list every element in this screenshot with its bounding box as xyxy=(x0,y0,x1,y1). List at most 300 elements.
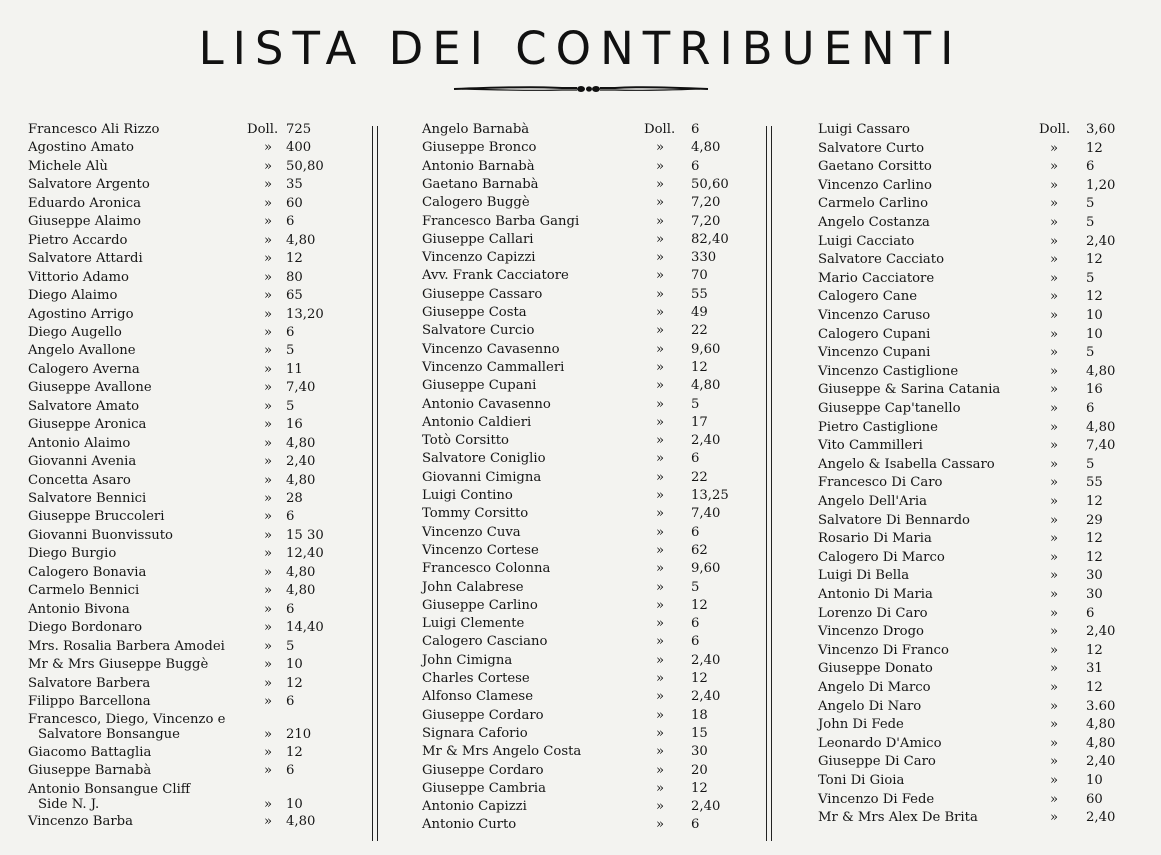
contribution-amount: 6 xyxy=(691,158,700,174)
ditto-mark: » xyxy=(656,451,665,467)
contribution-amount: 12 xyxy=(691,597,708,613)
contributor-name: Vincenzo Caruso xyxy=(818,308,931,323)
contribution-amount: 7,40 xyxy=(1086,438,1116,454)
ditto-mark: » xyxy=(1050,791,1059,807)
contribution-amount: 5 xyxy=(286,638,295,654)
contribution-amount: 400 xyxy=(286,140,312,156)
ditto-mark: » xyxy=(1050,624,1059,640)
contribution-amount: 3,60 xyxy=(1086,122,1116,137)
ditto-mark: » xyxy=(656,433,665,449)
contributor-name: John Cimigna xyxy=(422,652,513,668)
contributor-name: Giuseppe Cordaro xyxy=(422,707,544,723)
contributor-name: Salvatore Argento xyxy=(28,177,150,193)
contribution-amount: 13,25 xyxy=(691,488,729,503)
contributor-name: Alfonso Clamese xyxy=(422,689,534,705)
ditto-mark: » xyxy=(1050,140,1059,156)
contribution-amount: 1,20 xyxy=(1086,177,1116,193)
contributor-name: Calogero Buggè xyxy=(422,195,530,211)
ditto-mark: » xyxy=(656,250,665,266)
ditto-mark: » xyxy=(656,616,665,632)
contribution-amount: 4,80 xyxy=(286,232,316,248)
currency-label: Doll. xyxy=(247,122,279,137)
ditto-mark: » xyxy=(264,158,273,174)
contribution-amount: 12 xyxy=(1086,252,1103,268)
ditto-mark: » xyxy=(1050,363,1059,379)
ditto-mark: » xyxy=(1050,289,1059,305)
contributor-name: Leonardo D'Amico xyxy=(818,735,942,751)
ditto-mark: » xyxy=(656,579,665,595)
ditto-mark: » xyxy=(264,744,273,760)
contribution-amount: 2,40 xyxy=(691,689,721,705)
contributor-name: Giovanni Avenia xyxy=(28,454,137,470)
ditto-mark: » xyxy=(1050,549,1059,565)
contributor-name: Avv. Frank Cacciatore xyxy=(422,268,569,284)
contribution-amount: 6 xyxy=(691,616,700,632)
contribution-amount: 9,60 xyxy=(691,341,721,357)
ditto-mark: » xyxy=(264,527,273,543)
ditto-mark: » xyxy=(656,488,665,503)
contribution-amount: 4,80 xyxy=(1086,717,1116,733)
ditto-mark: » xyxy=(1050,587,1059,602)
contribution-amount: 4,80 xyxy=(1086,363,1116,379)
ditto-mark: » xyxy=(1050,252,1059,268)
ditto-mark: » xyxy=(1050,177,1059,193)
contribution-amount: 6 xyxy=(691,524,700,540)
ditto-mark: » xyxy=(656,725,665,741)
contributor-name: Agostino Arrigo xyxy=(28,306,134,322)
contribution-amount: 6 xyxy=(286,509,295,525)
ditto-mark: » xyxy=(656,268,665,284)
contribution-amount: 2,40 xyxy=(691,433,721,449)
contributor-name: Antonio Di Maria xyxy=(818,587,933,602)
contributor-name: Vincenzo Barba xyxy=(28,814,133,830)
contribution-amount: 725 xyxy=(286,122,312,137)
contributor-name: Francesco Di Caro xyxy=(818,475,943,491)
contributor-name: Eduardo Aronica xyxy=(28,195,142,211)
contribution-amount: 2,40 xyxy=(1086,624,1116,640)
contributor-name: Vincenzo Di Franco xyxy=(818,642,949,658)
contribution-amount: 2,40 xyxy=(691,652,721,668)
contribution-amount: 12 xyxy=(691,359,708,375)
contributor-name: Calogero Casciano xyxy=(422,634,548,650)
contributor-name: Vincenzo Di Fede xyxy=(818,791,935,807)
ditto-mark: » xyxy=(264,343,273,359)
contributor-name: Diego Alaimo xyxy=(28,288,118,304)
contribution-amount: 6 xyxy=(286,214,295,230)
contribution-amount: 4,80 xyxy=(286,564,316,580)
contribution-amount: 6 xyxy=(1086,159,1095,175)
ditto-mark: » xyxy=(656,140,665,156)
contribution-amount: 7,40 xyxy=(691,506,721,522)
contribution-amount: 5 xyxy=(1086,456,1095,472)
column-divider-2b xyxy=(771,126,772,841)
contributor-name: Luigi Clemente xyxy=(422,616,525,632)
contribution-amount: 210 xyxy=(286,727,312,743)
contributor-name: Calogero Di Marco xyxy=(818,549,945,565)
ditto-mark: » xyxy=(264,140,273,156)
ditto-mark: » xyxy=(656,561,665,577)
contribution-amount: 4,80 xyxy=(1086,735,1116,751)
ditto-mark: » xyxy=(1050,661,1059,677)
contributor-name: Francesco Ali Rizzo xyxy=(28,122,160,137)
contribution-amount: 2,40 xyxy=(286,454,316,470)
contributor-name: Giuseppe Cap'tanello xyxy=(818,401,961,416)
contributor-name: Gaetano Barnabà xyxy=(422,176,539,192)
contributor-name: Vincenzo Carlino xyxy=(818,177,932,193)
column-divider-2a xyxy=(766,126,767,841)
ditto-mark: » xyxy=(656,414,665,430)
contribution-amount: 60 xyxy=(1086,791,1103,807)
contributor-name: Agostino Amato xyxy=(28,140,134,156)
ditto-mark: » xyxy=(656,542,665,558)
ditto-mark: » xyxy=(656,689,665,705)
contributor-name: Giovanni Cimigna xyxy=(422,469,542,485)
contribution-amount: 15 30 xyxy=(286,527,324,543)
contributor-name: Angelo & Isabella Cassaro xyxy=(818,456,995,472)
contributor-name: Calogero Bonavia xyxy=(28,564,147,580)
contributor-name: Giuseppe Callari xyxy=(422,231,534,247)
contribution-amount: 50,80 xyxy=(286,158,324,174)
contributor-name: Totò Corsitto xyxy=(422,433,509,449)
ditto-mark: » xyxy=(656,744,665,760)
contribution-amount: 11 xyxy=(286,361,303,377)
contribution-amount: 30 xyxy=(1086,568,1103,584)
ditto-mark: » xyxy=(264,417,273,433)
contribution-amount: 9,60 xyxy=(691,561,721,577)
contributor-name: Luigi Contino xyxy=(422,488,513,503)
contributor-name: Salvatore Amato xyxy=(28,398,140,414)
contribution-amount: 30 xyxy=(1086,587,1103,602)
ditto-mark: » xyxy=(264,491,273,506)
contributor-name: Antonio Bivona xyxy=(28,601,130,617)
ditto-mark: » xyxy=(656,780,665,796)
contributor-name: Mario Cacciatore xyxy=(818,270,935,286)
contribution-amount: 5 xyxy=(286,398,295,414)
ditto-mark: » xyxy=(264,472,273,488)
ditto-mark: » xyxy=(1050,494,1059,509)
contribution-amount: 4,80 xyxy=(691,378,721,394)
contributor-name: Vittorio Adamo xyxy=(28,269,129,285)
ditto-mark: » xyxy=(264,675,273,691)
contribution-amount: 6 xyxy=(286,763,295,779)
contribution-amount: 7,20 xyxy=(691,195,721,211)
ditto-mark: » xyxy=(264,324,273,340)
contributor-name: Giuseppe Aronica xyxy=(28,417,147,433)
contribution-amount: 5 xyxy=(1086,196,1095,212)
ditto-mark: » xyxy=(656,378,665,394)
contribution-amount: 12 xyxy=(1086,494,1103,509)
contributor-name: Antonio Cavasenno xyxy=(422,396,551,412)
ditto-mark: » xyxy=(1050,754,1059,770)
contributor-name: Rosario Di Maria xyxy=(818,531,932,547)
ditto-mark: » xyxy=(264,796,273,812)
ditto-mark: » xyxy=(656,305,665,320)
contributor-name: Pietro Accardo xyxy=(28,232,128,248)
ditto-mark: » xyxy=(264,269,273,285)
contributor-name: Salvatore Coniglio xyxy=(422,451,546,467)
ditto-mark: » xyxy=(1050,159,1059,175)
contributor-name: John Di Fede xyxy=(818,717,904,733)
contribution-amount: 80 xyxy=(286,269,303,285)
ditto-mark: » xyxy=(656,506,665,522)
contribution-amount: 49 xyxy=(691,305,708,320)
contributor-name: Vincenzo Cuva xyxy=(422,524,521,540)
contribution-amount: 4,80 xyxy=(1086,419,1116,435)
ditto-mark: » xyxy=(264,398,273,414)
contribution-amount: 4,80 xyxy=(286,814,316,830)
ditto-mark: » xyxy=(656,707,665,723)
contributor-name: Francesco, Diego, Vincenzo e xyxy=(28,712,226,728)
ditto-mark: » xyxy=(1050,512,1059,528)
contributor-name: Carmelo Carlino xyxy=(818,196,929,212)
ditto-mark: » xyxy=(1050,345,1059,361)
ditto-mark: » xyxy=(264,814,273,830)
contribution-amount: 20 xyxy=(691,762,708,778)
contribution-amount: 4,80 xyxy=(691,140,721,156)
ditto-mark: » xyxy=(264,509,273,525)
contribution-amount: 5 xyxy=(286,343,295,359)
contribution-amount: 4,80 xyxy=(286,583,316,599)
contributor-name: Giuseppe Carlino xyxy=(422,597,538,613)
contribution-amount: 30 xyxy=(691,744,708,760)
contributor-name: Toni Di Gioia xyxy=(818,773,905,788)
contributor-name-continued: Salvatore Bonsangue xyxy=(38,727,180,743)
ditto-mark: » xyxy=(1050,326,1059,342)
ditto-mark: » xyxy=(1050,531,1059,547)
ditto-mark: » xyxy=(1050,773,1059,788)
ditto-mark: » xyxy=(264,361,273,377)
contributor-name: Calogero Averna xyxy=(28,361,140,377)
contributor-name: Giuseppe Alaimo xyxy=(28,214,141,230)
contributor-name: Luigi Di Bella xyxy=(818,568,910,584)
ditto-mark: » xyxy=(656,524,665,540)
ditto-mark: » xyxy=(264,727,273,743)
contribution-amount: 12 xyxy=(1086,549,1103,565)
contributor-name: Giuseppe Cordaro xyxy=(422,762,544,778)
ditto-mark: » xyxy=(264,380,273,396)
contributor-name: Filippo Barcellona xyxy=(28,693,151,709)
contributor-name: Mrs. Rosalia Barbera Amodei xyxy=(28,638,225,654)
contribution-amount: 13,20 xyxy=(286,306,324,322)
contribution-amount: 5 xyxy=(691,396,700,412)
ditto-mark: » xyxy=(656,597,665,613)
ditto-mark: » xyxy=(656,195,665,211)
contribution-amount: 12 xyxy=(1086,289,1103,305)
ditto-mark: » xyxy=(264,693,273,709)
contributor-name: Antonio Alaimo xyxy=(28,435,131,451)
ditto-mark: » xyxy=(264,620,273,636)
contributor-name: Salvatore Curcio xyxy=(422,323,535,339)
contributor-name: Giuseppe & Sarina Catania xyxy=(818,382,1001,398)
ditto-mark: » xyxy=(1050,680,1059,695)
contribution-amount: 2,40 xyxy=(1086,754,1116,770)
contributor-name: Angelo Dell'Aria xyxy=(818,494,927,509)
contribution-amount: 55 xyxy=(1086,475,1103,491)
contribution-amount: 55 xyxy=(691,286,708,302)
contribution-amount: 10 xyxy=(286,796,303,812)
contributor-name: Salvatore Di Bennardo xyxy=(818,512,970,528)
contributor-name: Giuseppe Cambria xyxy=(422,780,546,796)
ditto-mark: » xyxy=(656,286,665,302)
contribution-amount: 6 xyxy=(691,122,700,137)
ditto-mark: » xyxy=(1050,215,1059,230)
contribution-amount: 12 xyxy=(286,675,303,691)
ditto-mark: » xyxy=(656,634,665,650)
contributor-name: Diego Augello xyxy=(28,324,122,340)
ditto-mark: » xyxy=(264,214,273,230)
contribution-amount: 2,40 xyxy=(691,799,721,815)
ditto-mark: » xyxy=(656,469,665,485)
ditto-mark: » xyxy=(1050,698,1059,714)
contribution-amount: 330 xyxy=(691,250,717,266)
contributor-name: Vito Cammilleri xyxy=(818,438,923,454)
contributor-name: Angelo Di Naro xyxy=(818,698,922,714)
ditto-mark: » xyxy=(656,323,665,339)
contributor-name: Francesco Colonna xyxy=(422,561,551,577)
currency-label: Doll. xyxy=(1039,122,1071,137)
ditto-mark: » xyxy=(264,232,273,248)
contribution-amount: 10 xyxy=(1086,773,1103,788)
ditto-mark: » xyxy=(264,763,273,779)
contributor-name: Giuseppe Cupani xyxy=(422,378,537,394)
contribution-amount: 22 xyxy=(691,323,708,339)
ditto-mark: » xyxy=(656,652,665,668)
ditto-mark: » xyxy=(656,671,665,686)
contributor-name: Luigi Cacciato xyxy=(818,233,915,249)
contribution-amount: 2,40 xyxy=(1086,233,1116,249)
ditto-mark: » xyxy=(264,288,273,304)
contributor-name-continued: Side N. J. xyxy=(38,796,100,812)
contributor-name: Vincenzo Castiglione xyxy=(818,363,959,379)
contribution-amount: 70 xyxy=(691,268,708,284)
contributor-name: Michele Alù xyxy=(28,158,108,174)
ditto-mark: » xyxy=(1050,419,1059,435)
contributor-name: Angelo Avallone xyxy=(28,343,136,359)
contributor-name: Gaetano Corsitto xyxy=(818,159,932,175)
contribution-amount: 6 xyxy=(286,324,295,340)
ditto-mark: » xyxy=(1050,568,1059,584)
ditto-mark: » xyxy=(1050,642,1059,658)
contributor-name: Giuseppe Cassaro xyxy=(422,286,543,302)
ditto-mark: » xyxy=(1050,735,1059,751)
contributor-name: Giuseppe Donato xyxy=(818,661,933,677)
contributor-name: Giuseppe Di Caro xyxy=(818,754,936,770)
contribution-amount: 5 xyxy=(1086,270,1095,286)
contribution-amount: 12 xyxy=(1086,140,1103,156)
contribution-amount: 6 xyxy=(286,693,295,709)
contribution-amount: 35 xyxy=(286,177,303,193)
ditto-mark: » xyxy=(1050,270,1059,286)
contribution-amount: 12 xyxy=(691,780,708,796)
contributor-name: Calogero Cane xyxy=(818,289,918,305)
ditto-mark: » xyxy=(656,176,665,192)
ditto-mark: » xyxy=(1050,233,1059,249)
contributor-name: Angelo Di Marco xyxy=(818,680,931,695)
contributor-name: Mr & Mrs Angelo Costa xyxy=(422,744,582,760)
contributor-name: Luigi Cassaro xyxy=(818,122,910,137)
contribution-amount: 12 xyxy=(286,744,303,760)
ditto-mark: » xyxy=(656,817,665,833)
contributor-name: Salvatore Attardi xyxy=(28,251,143,267)
ditto-mark: » xyxy=(656,158,665,174)
ditto-mark: » xyxy=(656,231,665,247)
ditto-mark: » xyxy=(656,762,665,778)
ditto-mark: » xyxy=(1050,605,1059,621)
column-divider-1a xyxy=(372,126,373,841)
contribution-amount: 6 xyxy=(1086,401,1095,416)
contribution-amount: 15 xyxy=(691,725,708,741)
contribution-amount: 62 xyxy=(691,542,708,558)
ditto-mark: » xyxy=(656,213,665,229)
contributor-name: Giuseppe Bruccoleri xyxy=(28,509,165,525)
contribution-amount: 7,20 xyxy=(691,213,721,229)
contributor-name: Salvatore Bennici xyxy=(28,491,147,506)
ditto-mark: » xyxy=(656,396,665,412)
contribution-amount: 10 xyxy=(1086,308,1103,323)
ditto-mark: » xyxy=(1050,308,1059,323)
contributor-name: Salvatore Barbera xyxy=(28,675,151,691)
contributor-name: Signara Caforio xyxy=(422,725,528,741)
contribution-amount: 6 xyxy=(1086,605,1095,621)
contributor-name: John Calabrese xyxy=(422,579,524,595)
contribution-amount: 5 xyxy=(1086,345,1095,361)
contributor-name: Antonio Caldieri xyxy=(422,414,532,430)
ditto-mark: » xyxy=(1050,717,1059,733)
contribution-amount: 12 xyxy=(691,671,708,686)
contribution-amount: 7,40 xyxy=(286,380,316,396)
contributor-name: Mr & Mrs Alex De Brita xyxy=(818,810,978,826)
contribution-amount: 31 xyxy=(1086,661,1103,677)
contribution-amount: 2,40 xyxy=(1086,810,1116,826)
contribution-amount: 10 xyxy=(286,657,303,673)
contributor-name: Vincenzo Cammalleri xyxy=(422,359,565,375)
ditto-mark: » xyxy=(1050,382,1059,398)
contributor-name: Antonio Curto xyxy=(422,817,517,833)
contributor-name: Mr & Mrs Giuseppe Buggè xyxy=(28,657,209,673)
ditto-mark: » xyxy=(264,435,273,451)
contributor-name: Giuseppe Bronco xyxy=(422,140,537,156)
contributor-name: Calogero Cupani xyxy=(818,326,931,342)
contributor-name: Pietro Castiglione xyxy=(818,419,938,435)
contributor-name: Vincenzo Cortese xyxy=(422,542,539,558)
contributor-name: Vincenzo Cupani xyxy=(818,345,931,361)
title-ornament xyxy=(452,82,710,96)
ditto-mark: » xyxy=(264,564,273,580)
contributor-name: Diego Burgio xyxy=(28,546,117,562)
ditto-mark: » xyxy=(264,251,273,267)
currency-label: Doll. xyxy=(644,122,676,137)
contribution-amount: 65 xyxy=(286,288,303,304)
contribution-amount: 82,40 xyxy=(691,231,729,247)
page-title: LISTA DEI CONTRIBUENTI xyxy=(198,22,963,75)
contribution-amount: 12 xyxy=(1086,531,1103,547)
contribution-amount: 10 xyxy=(1086,326,1103,342)
ditto-mark: » xyxy=(264,306,273,322)
contributor-name: Giuseppe Costa xyxy=(422,305,527,320)
contributor-name: Vincenzo Cavasenno xyxy=(422,341,560,357)
contributor-name: Lorenzo Di Caro xyxy=(818,605,928,621)
contributor-name: Angelo Barnabà xyxy=(422,122,530,137)
contributor-name: Salvatore Cacciato xyxy=(818,252,945,268)
contributor-name: Vincenzo Drogo xyxy=(818,624,924,640)
contributor-name: Francesco Barba Gangi xyxy=(422,213,580,229)
contributor-name: Diego Bordonaro xyxy=(28,620,143,636)
contributor-name: Giuseppe Avallone xyxy=(28,380,152,396)
contributor-name: Angelo Costanza xyxy=(818,215,930,230)
ditto-mark: » xyxy=(264,583,273,599)
ditto-mark: » xyxy=(656,799,665,815)
contribution-amount: 50,60 xyxy=(691,176,729,192)
